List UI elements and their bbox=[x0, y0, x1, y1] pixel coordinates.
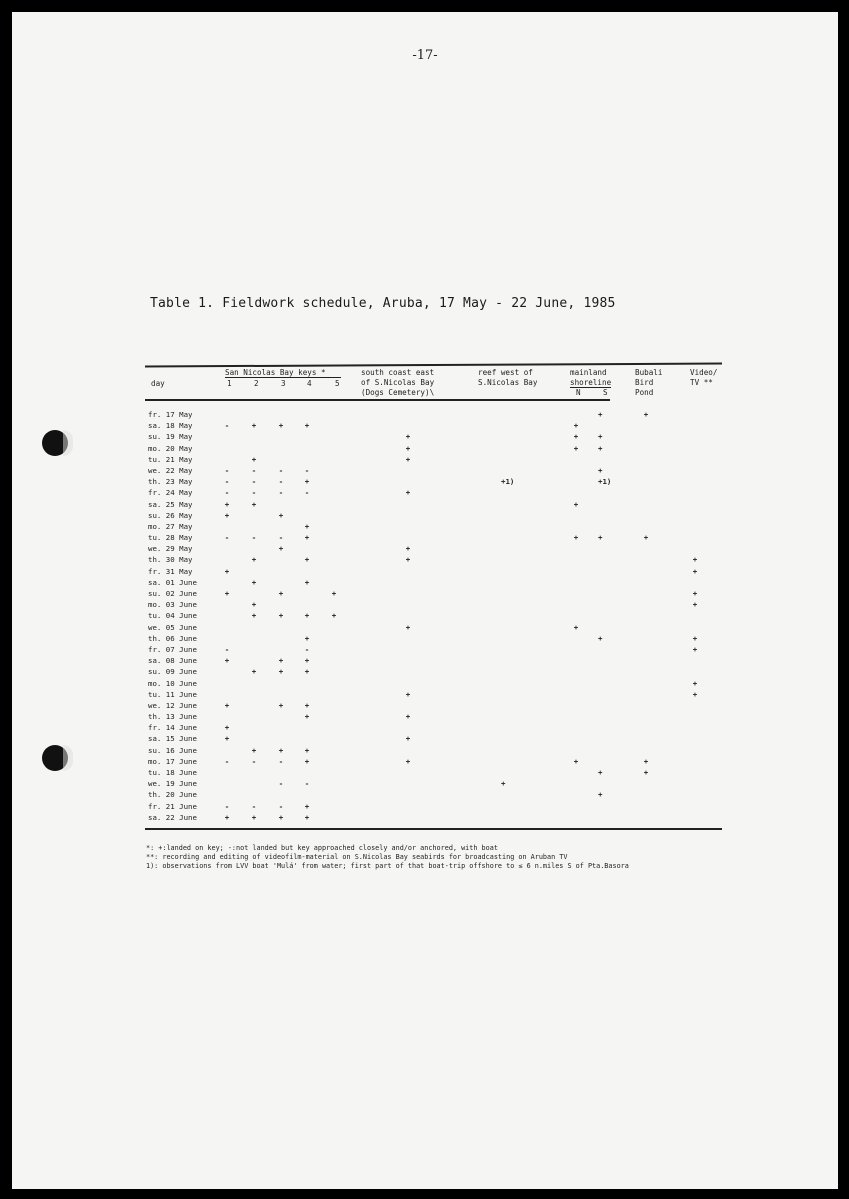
cell-south: + bbox=[405, 454, 411, 464]
row-day: we. 29 May bbox=[148, 544, 193, 554]
table-bottom-rule bbox=[145, 828, 722, 830]
cell-k1: + bbox=[224, 566, 230, 576]
cell-k3: - bbox=[278, 477, 284, 487]
header-key-2: 2 bbox=[254, 379, 259, 388]
row-day: mo. 20 May bbox=[148, 443, 193, 453]
cell-k3: - bbox=[278, 465, 284, 475]
row-day: fr. 31 May bbox=[148, 566, 193, 576]
cell-video: + bbox=[692, 589, 698, 598]
cell-south: + bbox=[405, 689, 411, 699]
row-day: su. 02 June bbox=[148, 589, 197, 598]
header-video-1: Video/ bbox=[690, 368, 718, 377]
header-south-coast-2: of S.Nicolas Bay bbox=[361, 378, 435, 387]
table-row bbox=[145, 589, 722, 600]
cell-k4: + bbox=[304, 667, 310, 677]
cell-k1: - bbox=[224, 488, 230, 498]
cell-k2: + bbox=[251, 454, 257, 464]
table-row bbox=[145, 544, 722, 555]
cell-south: + bbox=[405, 756, 411, 766]
row-day: sa. 18 May bbox=[148, 421, 193, 431]
cell-south: + bbox=[405, 432, 411, 442]
cell-video: + bbox=[692, 566, 698, 576]
row-day: mo. 17 June bbox=[148, 756, 197, 766]
cell-video: + bbox=[692, 644, 698, 654]
header-day: day bbox=[151, 379, 165, 388]
cell-k2: - bbox=[251, 488, 257, 498]
cell-k2: - bbox=[251, 801, 257, 811]
cell-video: + bbox=[692, 555, 698, 565]
cell-video: + bbox=[692, 633, 698, 643]
cell-k1: + bbox=[224, 723, 230, 733]
table-row bbox=[145, 734, 722, 745]
cell-k2: - bbox=[251, 533, 257, 543]
table-row bbox=[145, 567, 722, 578]
cell-south: + bbox=[405, 734, 411, 744]
table-row bbox=[145, 656, 722, 667]
cell-k3: + bbox=[278, 745, 284, 755]
row-day: mo. 27 May bbox=[148, 521, 193, 531]
cell-k4: + bbox=[304, 577, 310, 587]
cell-k1: + bbox=[224, 499, 230, 509]
cell-k3: + bbox=[278, 589, 284, 598]
header-south-coast-3: (Dogs Cemetery)\ bbox=[361, 388, 435, 397]
cell-k3: - bbox=[278, 756, 284, 766]
row-day: th. 13 June bbox=[148, 712, 197, 722]
table-row bbox=[145, 555, 722, 566]
header-mainland-2: shoreline bbox=[570, 378, 612, 387]
cell-mainS: + bbox=[598, 410, 603, 419]
cell-k2: + bbox=[251, 577, 257, 587]
table-row bbox=[145, 723, 722, 734]
cell-k3: + bbox=[278, 544, 284, 554]
cell-k4: + bbox=[304, 611, 310, 621]
row-day: fr. 07 June bbox=[148, 644, 197, 654]
document-page bbox=[12, 12, 838, 1189]
row-day: we. 22 May bbox=[148, 465, 193, 475]
cell-k4: + bbox=[304, 801, 310, 811]
cell-k4: + bbox=[304, 477, 310, 487]
cell-k3: + bbox=[278, 510, 284, 520]
cell-k4: + bbox=[304, 812, 310, 822]
row-day: sa. 08 June bbox=[148, 656, 197, 666]
cell-k4: + bbox=[304, 633, 310, 643]
table-row bbox=[145, 600, 722, 611]
cell-south: + bbox=[405, 555, 411, 565]
row-day: sa. 15 June bbox=[148, 734, 197, 744]
cell-video: + bbox=[692, 678, 698, 688]
row-day: mo. 03 June bbox=[148, 600, 197, 610]
header-mainland-n: N bbox=[576, 388, 581, 397]
table-row bbox=[145, 500, 722, 511]
footnote-boat: 1): observations from LVV boat 'Mulá' from water; first part of that boat-trip offshore to ≤ 6 n.miles S of Pta.Basora bbox=[146, 862, 629, 871]
cell-bubali: + bbox=[643, 533, 649, 543]
cell-k4: - bbox=[304, 779, 310, 789]
cell-k2: + bbox=[251, 555, 257, 565]
table-row bbox=[145, 645, 722, 656]
cell-k2: + bbox=[251, 600, 257, 610]
cell-south: + bbox=[405, 443, 411, 453]
cell-k4: - bbox=[304, 488, 310, 498]
cell-mainN: + bbox=[573, 756, 579, 766]
row-day: th. 30 May bbox=[148, 555, 193, 565]
header-key-5: 5 bbox=[335, 379, 340, 388]
header-video-2: TV ** bbox=[690, 378, 713, 387]
row-day: fr. 21 June bbox=[148, 801, 197, 811]
cell-k1: + bbox=[224, 510, 230, 520]
cell-k2: + bbox=[251, 812, 257, 822]
row-day: we. 19 June bbox=[148, 779, 197, 789]
cell-mainN: + bbox=[573, 533, 579, 543]
header-bubali-2: Bird bbox=[635, 378, 654, 387]
table-row bbox=[145, 779, 722, 790]
cell-k2: + bbox=[251, 421, 257, 431]
cell-video: + bbox=[692, 600, 698, 610]
header-key-4: 4 bbox=[307, 379, 312, 388]
page-number: -17- bbox=[412, 48, 438, 63]
cell-k3: + bbox=[278, 667, 284, 677]
cell-k4: + bbox=[304, 421, 310, 431]
header-key-1: 1 bbox=[227, 379, 232, 388]
cell-k4: + bbox=[304, 555, 310, 565]
cell-k2: - bbox=[251, 477, 257, 487]
row-day: we. 12 June bbox=[148, 700, 197, 710]
cell-south: + bbox=[405, 544, 411, 554]
cell-mainS: + bbox=[598, 432, 603, 442]
table-row bbox=[145, 768, 722, 779]
table-row bbox=[145, 477, 722, 488]
cell-mainN: + bbox=[573, 499, 579, 509]
cell-mainS: + bbox=[598, 790, 603, 800]
table-title: Table 1. Fieldwork schedule, Aruba, 17 May - 22 June, 1985 bbox=[150, 296, 616, 311]
cell-south: + bbox=[405, 488, 411, 498]
row-day: fr. 24 May bbox=[148, 488, 193, 498]
table-row bbox=[145, 690, 722, 701]
row-day: th. 06 June bbox=[148, 633, 197, 643]
table-row bbox=[145, 421, 722, 432]
row-day: th. 23 May bbox=[148, 477, 193, 487]
row-day: fr. 17 May bbox=[148, 410, 193, 419]
cell-south: + bbox=[405, 622, 411, 632]
punch-hole-top bbox=[42, 430, 68, 456]
cell-mainN: + bbox=[573, 432, 579, 442]
header-keys-underline bbox=[225, 377, 341, 378]
cell-k1: + bbox=[224, 589, 230, 598]
cell-k4: + bbox=[304, 533, 310, 543]
cell-k1: - bbox=[224, 533, 230, 543]
table-row bbox=[145, 511, 722, 522]
row-day: tu. 28 May bbox=[148, 533, 193, 543]
cell-mainN: + bbox=[573, 443, 579, 453]
cell-k3: + bbox=[278, 421, 284, 431]
table-row bbox=[145, 410, 722, 421]
cell-k4: + bbox=[304, 712, 310, 722]
table-row bbox=[145, 712, 722, 723]
table-row bbox=[145, 488, 722, 499]
cell-mainS: + bbox=[598, 465, 603, 475]
cell-mainN: + bbox=[573, 421, 579, 431]
cell-reef: +1) bbox=[501, 477, 515, 487]
row-day: we. 05 June bbox=[148, 622, 197, 632]
row-day: th. 20 June bbox=[148, 790, 197, 800]
cell-k1: - bbox=[224, 421, 230, 431]
row-day: sa. 01 June bbox=[148, 577, 197, 587]
cell-k4: - bbox=[304, 465, 310, 475]
cell-k4: + bbox=[304, 521, 310, 531]
header-reef-1: reef west of bbox=[478, 368, 533, 377]
table-row bbox=[145, 444, 722, 455]
table-row bbox=[145, 757, 722, 768]
footnote-landed: *: +:landed on key; -:not landed but key approached closely and/or anchored, with boat bbox=[146, 844, 498, 852]
cell-mainS: + bbox=[598, 768, 603, 777]
table-row bbox=[145, 679, 722, 690]
row-day: su. 09 June bbox=[148, 667, 197, 677]
footnote-video: **: recording and editing of videofilm-material on S.Nicolas Bay seabirds for broadcasting on Aruban TV bbox=[146, 853, 568, 862]
table-row bbox=[145, 802, 722, 813]
cell-k3: + bbox=[278, 700, 284, 710]
header-san-nicolas: San Nicolas Bay keys * bbox=[225, 368, 326, 377]
cell-k2: + bbox=[251, 745, 257, 755]
cell-k4: + bbox=[304, 656, 310, 666]
table-row bbox=[145, 701, 722, 712]
punch-hole-bottom bbox=[42, 745, 68, 771]
row-day: sa. 22 June bbox=[148, 812, 197, 822]
table-row bbox=[145, 432, 722, 443]
cell-k2: - bbox=[251, 465, 257, 475]
header-mainland-s: S bbox=[603, 388, 608, 397]
cell-k4: + bbox=[304, 756, 310, 766]
cell-k3: + bbox=[278, 656, 284, 666]
cell-k1: - bbox=[224, 477, 230, 487]
cell-bubali: + bbox=[643, 768, 649, 777]
row-day: tu. 04 June bbox=[148, 611, 197, 621]
cell-mainS: + bbox=[598, 533, 603, 543]
cell-k1: - bbox=[224, 756, 230, 766]
table-row bbox=[145, 533, 722, 544]
cell-k5: + bbox=[331, 611, 337, 621]
header-key-3: 3 bbox=[281, 379, 286, 388]
table-row bbox=[145, 611, 722, 622]
header-bubali-1: Bubali bbox=[635, 368, 663, 377]
cell-k1: - bbox=[224, 465, 230, 475]
table-row bbox=[145, 667, 722, 678]
cell-k2: + bbox=[251, 499, 257, 509]
fieldwork-table bbox=[145, 364, 722, 830]
row-day: sa. 25 May bbox=[148, 499, 193, 509]
table-row bbox=[145, 522, 722, 533]
cell-k3: + bbox=[278, 611, 284, 621]
header-mainland-1: mainland bbox=[570, 368, 607, 377]
cell-k4: + bbox=[304, 745, 310, 755]
row-day: tu. 21 May bbox=[148, 454, 193, 464]
table-row bbox=[145, 634, 722, 645]
header-bubali-3: Pond bbox=[635, 388, 654, 397]
cell-k4: - bbox=[304, 644, 310, 654]
cell-video: + bbox=[692, 689, 698, 699]
header-reef-2: S.Nicolas Bay bbox=[478, 378, 538, 387]
table-body bbox=[145, 410, 722, 824]
cell-k3: - bbox=[278, 488, 284, 498]
row-day: su. 26 May bbox=[148, 510, 193, 520]
cell-mainS: +1) bbox=[598, 477, 612, 487]
cell-bubali: + bbox=[643, 756, 649, 766]
table-row bbox=[145, 746, 722, 757]
cell-k1: - bbox=[224, 644, 230, 654]
row-day: fr. 14 June bbox=[148, 723, 197, 733]
cell-mainS: + bbox=[598, 443, 603, 453]
table-row bbox=[145, 623, 722, 634]
cell-k2: + bbox=[251, 611, 257, 621]
cell-k2: - bbox=[251, 756, 257, 766]
cell-reef: + bbox=[501, 779, 506, 789]
cell-k3: - bbox=[278, 779, 284, 789]
cell-k2: + bbox=[251, 667, 257, 677]
header-south-coast-1: south coast east bbox=[361, 368, 435, 377]
table-row bbox=[145, 466, 722, 477]
cell-k1: - bbox=[224, 801, 230, 811]
row-day: su. 19 May bbox=[148, 432, 193, 442]
footnotes bbox=[146, 844, 629, 872]
table-row bbox=[145, 813, 722, 824]
cell-mainS: + bbox=[598, 633, 603, 643]
cell-k3: - bbox=[278, 533, 284, 543]
cell-k1: + bbox=[224, 812, 230, 822]
cell-k3: - bbox=[278, 801, 284, 811]
row-day: su. 16 June bbox=[148, 745, 197, 755]
table-row bbox=[145, 790, 722, 801]
cell-bubali: + bbox=[643, 410, 649, 419]
table-header bbox=[145, 366, 722, 399]
cell-k5: + bbox=[331, 589, 337, 598]
row-day: tu. 18 June bbox=[148, 768, 197, 777]
row-day: tu. 11 June bbox=[148, 689, 197, 699]
cell-k3: + bbox=[278, 812, 284, 822]
cell-k1: + bbox=[224, 734, 230, 744]
cell-k4: + bbox=[304, 700, 310, 710]
cell-k1: + bbox=[224, 700, 230, 710]
cell-mainN: + bbox=[573, 622, 579, 632]
cell-south: + bbox=[405, 712, 411, 722]
row-day: mo. 10 June bbox=[148, 678, 197, 688]
table-row bbox=[145, 578, 722, 589]
table-row bbox=[145, 455, 722, 466]
cell-k1: + bbox=[224, 656, 230, 666]
